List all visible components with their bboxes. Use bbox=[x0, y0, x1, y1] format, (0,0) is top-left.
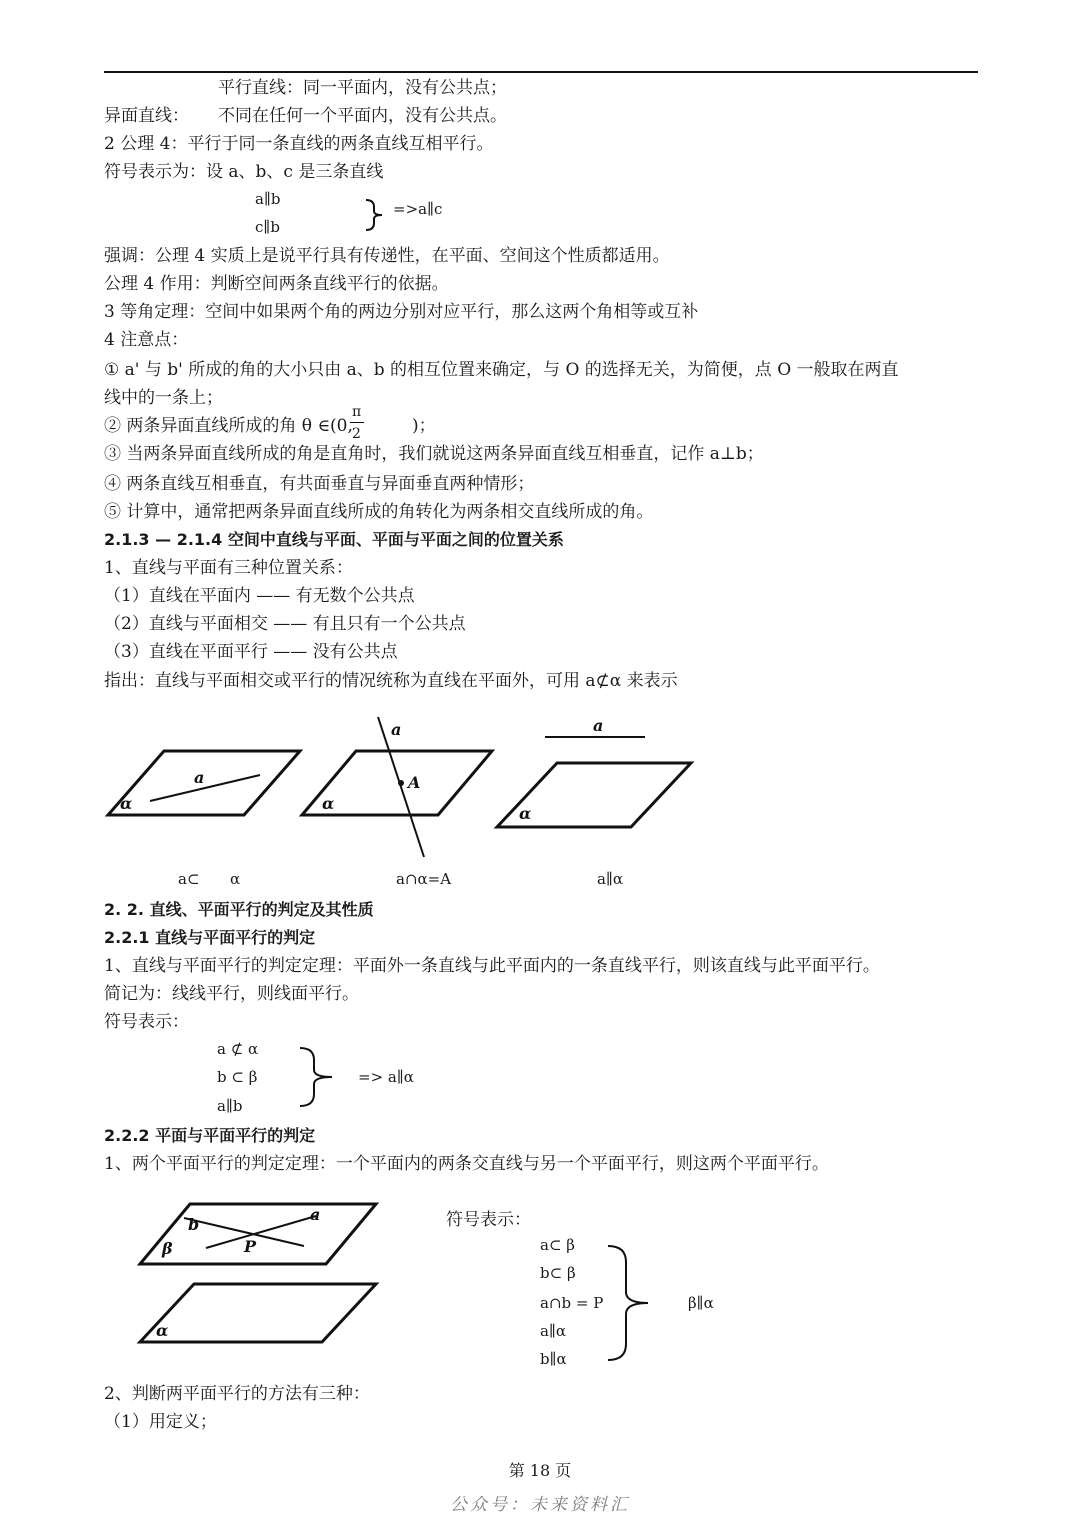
symbol-line: a∥b bbox=[255, 190, 281, 208]
section-heading: 2. 2. 直线、平面平行的判定及其性质 bbox=[104, 900, 374, 919]
text-line: ① a' 与 b' 所成的角的大小只由 a、b 的相互位置来确定，与 O 的选择无关，为简便，点 O 一般取在两直 bbox=[104, 360, 899, 380]
text-line: 3 等角定理：空间中如果两个角的两边分别对应平行，那么这两个角相等或互补 bbox=[104, 302, 699, 322]
text-line: （1）直线在平面内 —— 有无数个公共点 bbox=[104, 586, 415, 606]
label-alpha: α bbox=[120, 794, 133, 813]
figure-line-parallel-plane bbox=[493, 715, 698, 830]
top-rule bbox=[104, 71, 978, 73]
figure-line-intersect-plane bbox=[298, 715, 498, 860]
label-a: a bbox=[593, 716, 604, 735]
fraction-bar bbox=[350, 422, 364, 423]
text-line: 线中的一条上； bbox=[104, 388, 223, 408]
text-line: （3）直线在平面平行 —— 没有公共点 bbox=[104, 642, 398, 662]
line-a bbox=[206, 1216, 316, 1248]
text-line: 指出：直线与平面相交或平行的情况统称为直线在平面外，可用 a⊄α 来表示 bbox=[104, 671, 678, 691]
text-line: （1）用定义； bbox=[104, 1412, 217, 1432]
figure-parallel-planes bbox=[136, 1196, 381, 1346]
page-number: 第 18 页 bbox=[508, 1461, 572, 1480]
text-line: 1、直线与平面平行的判定定理：平面外一条直线与此平面内的一条直线平行，则该直线与此平面平行。 bbox=[104, 956, 880, 976]
text-line: 2 公理 4：平行于同一条直线的两条直线互相平行。 bbox=[104, 134, 494, 154]
label-a: a bbox=[391, 720, 402, 739]
symbol-line: b ⊂ β bbox=[217, 1068, 258, 1086]
label-beta: β bbox=[162, 1239, 173, 1258]
text-line: 2、判断两平面平行的方法有三种： bbox=[104, 1384, 370, 1404]
label-alpha: α bbox=[519, 804, 532, 823]
symbol-line: b⊂ β bbox=[540, 1264, 576, 1282]
section-heading: 2.2.1 直线与平面平行的判定 bbox=[104, 928, 316, 947]
label-b: b bbox=[188, 1215, 200, 1234]
caption: α bbox=[230, 870, 241, 888]
caption: a∥α bbox=[597, 870, 624, 888]
symbol-line: b∥α bbox=[540, 1350, 567, 1368]
text-line: 符号表示： bbox=[104, 1012, 189, 1032]
caption: a⊂ bbox=[178, 870, 200, 888]
brace-icon bbox=[362, 198, 392, 232]
symbol-line: a⊂ β bbox=[540, 1236, 575, 1254]
point-A bbox=[398, 780, 404, 786]
section-heading: 2.2.2 平面与平面平行的判定 bbox=[104, 1126, 316, 1145]
caption: a∩α=A bbox=[396, 870, 452, 888]
text-line: 简记为：线线平行，则线面平行。 bbox=[104, 984, 359, 1004]
line-a bbox=[150, 775, 260, 801]
text-line: 公理 4 作用：判断空间两条直线平行的依据。 bbox=[104, 274, 449, 294]
text-line: 符号表示： bbox=[446, 1210, 531, 1230]
brace-icon bbox=[604, 1244, 652, 1362]
plane-beta-shape bbox=[140, 1204, 376, 1264]
text-line: ③ 当两条异面直线所成的角是直角时，我们就说这两条异面直线互相垂直，记作 a⊥b； bbox=[104, 444, 764, 464]
label-a: a bbox=[194, 768, 205, 787]
label-alpha: α bbox=[156, 1321, 169, 1340]
text-line: 1、两个平面平行的判定定理：一个平面内的两条交直线与另一个平面平行，则这两个平面平行。 bbox=[104, 1154, 829, 1174]
symbol-line: a∥b bbox=[217, 1097, 243, 1115]
symbol-line: a ⊄ α bbox=[217, 1040, 259, 1058]
text-line: 符号表示为：设 a、b、c 是三条直线 bbox=[104, 162, 384, 182]
symbol-line: =>a∥c bbox=[393, 200, 443, 218]
text-line: )； bbox=[412, 416, 436, 436]
text-line: ② 两条异面直线所成的角 θ ∈(0, bbox=[104, 416, 353, 436]
pi-numerator: π bbox=[352, 404, 362, 420]
symbol-line: c∥b bbox=[255, 218, 280, 236]
label-A: A bbox=[408, 773, 421, 792]
text-line: 不同在任何一个平面内，没有公共点。 bbox=[218, 106, 507, 126]
watermark-text: 公众号：未来资料汇 bbox=[450, 1495, 630, 1515]
label-alpha: α bbox=[322, 794, 335, 813]
fraction-denominator: 2 bbox=[352, 426, 361, 442]
text-line: （2）直线与平面相交 —— 有且只有一个公共点 bbox=[104, 614, 466, 634]
label-P: P bbox=[244, 1237, 257, 1256]
text-line: 异面直线： bbox=[104, 106, 189, 126]
plane-alpha-shape bbox=[140, 1284, 376, 1342]
symbol-line: a∩b = P bbox=[540, 1294, 604, 1312]
section-heading: 2.1.3 — 2.1.4 空间中直线与平面、平面与平面之间的位置关系 bbox=[104, 530, 564, 549]
text-line: 平行直线：同一平面内，没有公共点； bbox=[218, 78, 507, 98]
brace-icon bbox=[296, 1046, 338, 1108]
label-a: a bbox=[310, 1205, 321, 1224]
text-line: ⑤ 计算中，通常把两条异面直线所成的角转化为两条相交直线所成的角。 bbox=[104, 502, 654, 522]
text-line: ④ 两条直线互相垂直，有共面垂直与异面垂直两种情形； bbox=[104, 474, 535, 494]
figure-line-in-plane bbox=[104, 745, 304, 820]
symbol-line: => a∥α bbox=[358, 1068, 414, 1086]
text-line: 强调：公理 4 实质上是说平行具有传递性，在平面、空间这个性质都适用。 bbox=[104, 246, 670, 266]
text-line: 4 注意点： bbox=[104, 330, 189, 350]
text-line: 1、直线与平面有三种位置关系： bbox=[104, 558, 353, 578]
symbol-line: β∥α bbox=[688, 1294, 714, 1312]
symbol-line: a∥α bbox=[540, 1322, 567, 1340]
